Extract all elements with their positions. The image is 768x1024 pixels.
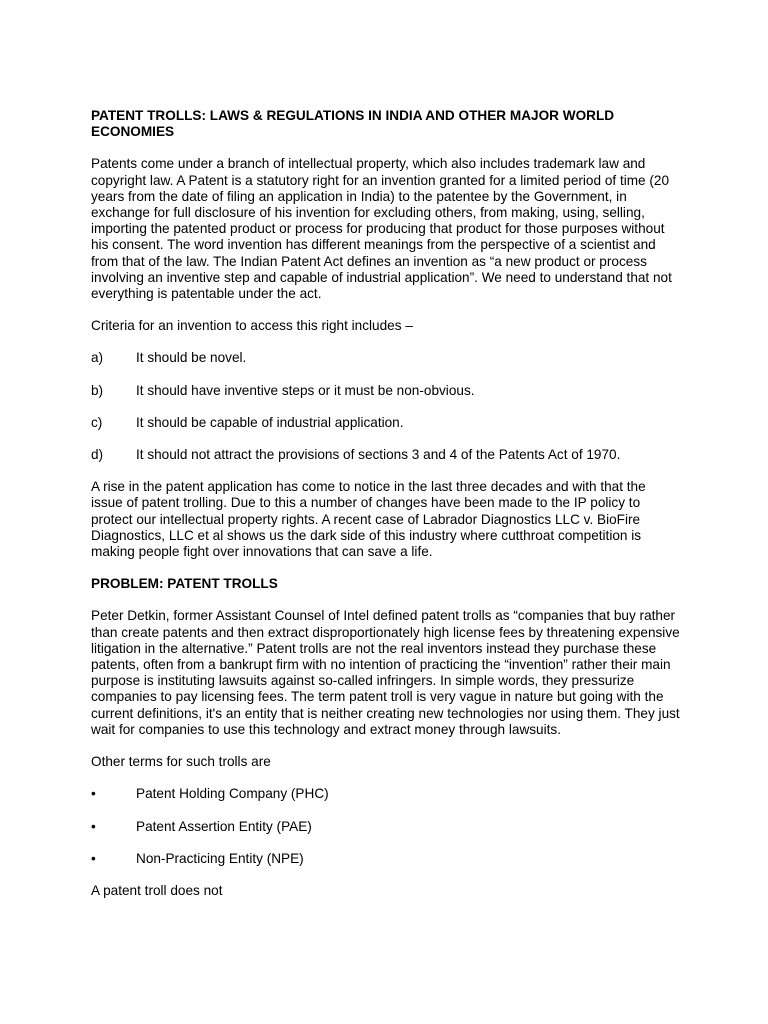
bullet-icon: • bbox=[91, 818, 96, 834]
list-item-text: Patent Holding Company (PHC) bbox=[136, 786, 329, 802]
list-item bbox=[91, 415, 681, 431]
problem-paragraph: Peter Detkin, former Assistant Counsel of Intel defined patent trolls as “companies that buy rather than create patents and then extract disproportionately high license fees by threatening expensive litigation in the alternative.” Patent trolls are not the real inventors instead they purchase these patents, often from a bankrupt firm with no intention of practicing the “invention” rather their main purpose is instituting lawsuits against so-called infringers. In simple words, they pressurize companies to pay licensing fees. The term patent troll is very vague in nature but going with the current definitions, it's an entity that is neither creating new technologies nor using them. They just wait for companies to use this technology and extract money through lawsuits. bbox=[91, 608, 680, 737]
list-item bbox=[91, 786, 681, 802]
bullet-icon: • bbox=[91, 850, 96, 866]
closing-text: A patent troll does not bbox=[91, 882, 223, 898]
list-item-text: Patent Assertion Entity (PAE) bbox=[136, 818, 312, 834]
problem-heading: PROBLEM: PATENT TROLLS bbox=[91, 576, 278, 592]
list-item-text: Non-Practicing Entity (NPE) bbox=[136, 850, 304, 866]
list-item bbox=[91, 819, 681, 835]
intro-paragraph: Patents come under a branch of intellectual property, which also includes trademark law and copyright law. A Patent is a statutory right for an invention granted for a limited period of time (20 years from the date of filing an application in India) to the patentee by the Government, in exchange for full disclosure of his invention for excluding others, from making, using, selling, importing the patented product or process for producing that product for those purposes without his consent. The word invention has different meanings from the perspective of a scientist and from that of the law. The Indian Patent Act defines an invention as “a new product or process involving an inventive step and capable of industrial application”. We need to understand that not everything is patentable under the act. bbox=[91, 156, 672, 302]
list-marker: c) bbox=[91, 414, 103, 430]
list-marker: d) bbox=[91, 447, 104, 463]
rise-paragraph: A rise in the patent application has come to notice in the last three decades and with that the issue of patent trolling. Due to this a number of changes have been made to the IP policy to protect our intellectual property rights. A recent case of Labrador Diagnostics LLC v. BioFire Diagnostics, LLC et al shows us the dark side of this industry where cutthroat competition is making people fight over innovations that can save a life. bbox=[91, 479, 646, 560]
list-item-text: It should be novel. bbox=[136, 350, 247, 366]
other-terms-intro: Other terms for such trolls are bbox=[91, 754, 271, 770]
criteria-intro: Criteria for an invention to access this right includes – bbox=[91, 318, 413, 334]
list-marker: a) bbox=[91, 350, 104, 366]
list-item-text: It should be capable of industrial application. bbox=[136, 414, 404, 430]
list-item bbox=[91, 350, 681, 366]
list-item-text: It should not attract the provisions of sections 3 and 4 of the Patents Act of 1970. bbox=[136, 447, 621, 463]
document-page bbox=[91, 108, 681, 915]
bullet-icon: • bbox=[91, 786, 96, 802]
document-title: PATENT TROLLS: LAWS & REGULATIONS IN INDIA AND OTHER MAJOR WORLD ECONOMIES bbox=[91, 108, 615, 140]
list-item bbox=[91, 447, 681, 463]
list-item bbox=[91, 851, 681, 867]
list-item bbox=[91, 383, 681, 399]
list-marker: b) bbox=[91, 382, 104, 398]
list-item-text: It should have inventive steps or it must be non-obvious. bbox=[136, 382, 475, 398]
